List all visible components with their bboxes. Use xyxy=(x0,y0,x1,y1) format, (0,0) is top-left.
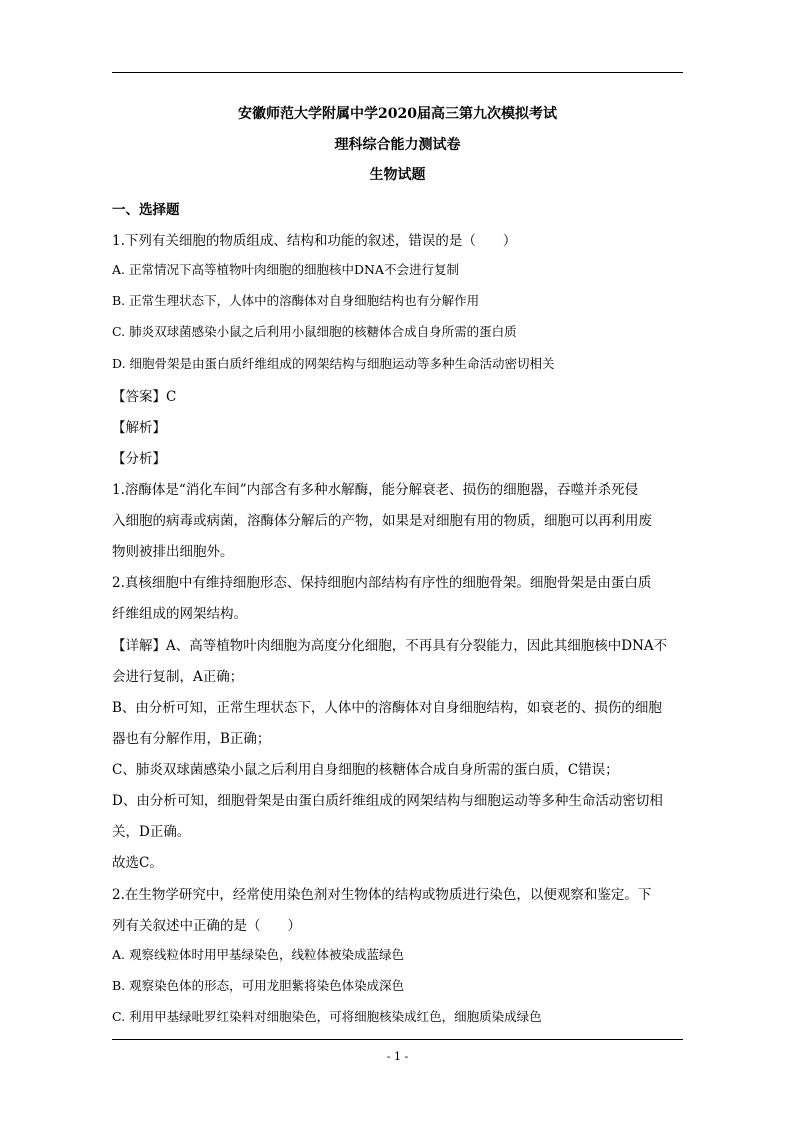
q1-option-b: B. 正常生理状态下，人体中的溶酶体对自身细胞结构也有分解作用 xyxy=(112,293,480,308)
jiexi-tag: 【解析】 xyxy=(112,420,166,436)
q2-option-a: A. 观察线粒体时用甲基绿染色，线粒体被染成蓝绿色 xyxy=(112,947,404,962)
q2-stem: 2.在生物学研究中，经常使用染色剂对生物体的结构或物质进行染色，以便观察和鉴定。下 xyxy=(112,887,652,903)
q2-option-b: B. 观察染色体的形态，可用龙胆紫将染色体染成深色 xyxy=(112,978,405,993)
exam-title: 安徽师范大学附属中学2020届高三第九次模拟考试 xyxy=(238,106,557,122)
answer-tag: 【答案】 xyxy=(112,389,166,405)
analysis-line: 1.溶酶体是“消化车间”内部含有多种水解酶，能分解衰老、损伤的细胞器，吞噬并杀死侵 xyxy=(112,482,639,498)
header-rule xyxy=(112,72,683,73)
analysis-line: 入细胞的病毒或病菌，溶酶体分解后的产物，如果是对细胞有用的物质，细胞可以再利用废 xyxy=(112,513,652,529)
q1-option-c: C. 肺炎双球菌感染小鼠之后利用小鼠细胞的核糖体合成自身所需的蛋白质 xyxy=(112,324,517,339)
analysis-line: 纤维组成的网架结构。 xyxy=(112,606,247,622)
detail-text: A、高等植物叶肉细胞为高度分化细胞，不再具有分裂能力，因此其细胞核中DNA不 xyxy=(166,638,668,654)
fenxi-tag: 【分析】 xyxy=(112,451,166,467)
detail-line: C、肺炎双球菌感染小鼠之后利用自身细胞的核糖体合成自身所需的蛋白质，C错误； xyxy=(112,762,619,778)
section-heading: 一、选择题 xyxy=(112,202,180,218)
detail-line: B、由分析可知，正常生理状态下，人体中的溶酶体对自身细胞结构，如衰老的、损伤的细胞 xyxy=(112,700,662,716)
q2-option-c: C. 利用甲基绿吡罗红染料对细胞染色，可将细胞核染成红色，细胞质染成绿色 xyxy=(112,1009,542,1024)
detail-line: 故选C。 xyxy=(112,855,163,871)
analysis-line: 2.真核细胞中有维持细胞形态、保持细胞内部结构有序性的细胞骨架。细胞骨架是由蛋白质 xyxy=(112,575,652,591)
q1-stem: 1.下列有关细胞的物质组成、结构和功能的叙述，错误的是（ ） xyxy=(112,233,517,249)
subject-title: 生物试题 xyxy=(369,167,426,183)
page-number: - 1 - xyxy=(386,1050,409,1063)
detail-line xyxy=(112,634,692,654)
q2-stem: 列有关叙述中正确的是（ ） xyxy=(112,918,301,934)
exam-subtitle: 理科综合能力测试卷 xyxy=(334,137,461,153)
q1-option-a: A. 正常情况下高等植物叶肉细胞的细胞核中DNA不会进行复制 xyxy=(112,262,459,277)
detail-tag: 【详解】 xyxy=(112,638,166,654)
detail-line: D、由分析可知，细胞骨架是由蛋白质纤维组成的网架结构与细胞运动等多种生命活动密切相 xyxy=(112,793,663,809)
detail-line: 关，D正确。 xyxy=(112,824,191,840)
detail-line: 会进行复制，A正确； xyxy=(112,669,244,685)
detail-line: 器也有分解作用，B正确； xyxy=(112,731,271,747)
answer-value: C xyxy=(166,389,177,405)
footer-rule xyxy=(112,1039,683,1040)
q1-option-d: D. 细胞骨架是由蛋白质纤维组成的网架结构与细胞运动等多种生命活动密切相关 xyxy=(112,356,555,371)
analysis-line: 物则被排出细胞外。 xyxy=(112,544,234,560)
q1-answer xyxy=(112,385,692,405)
